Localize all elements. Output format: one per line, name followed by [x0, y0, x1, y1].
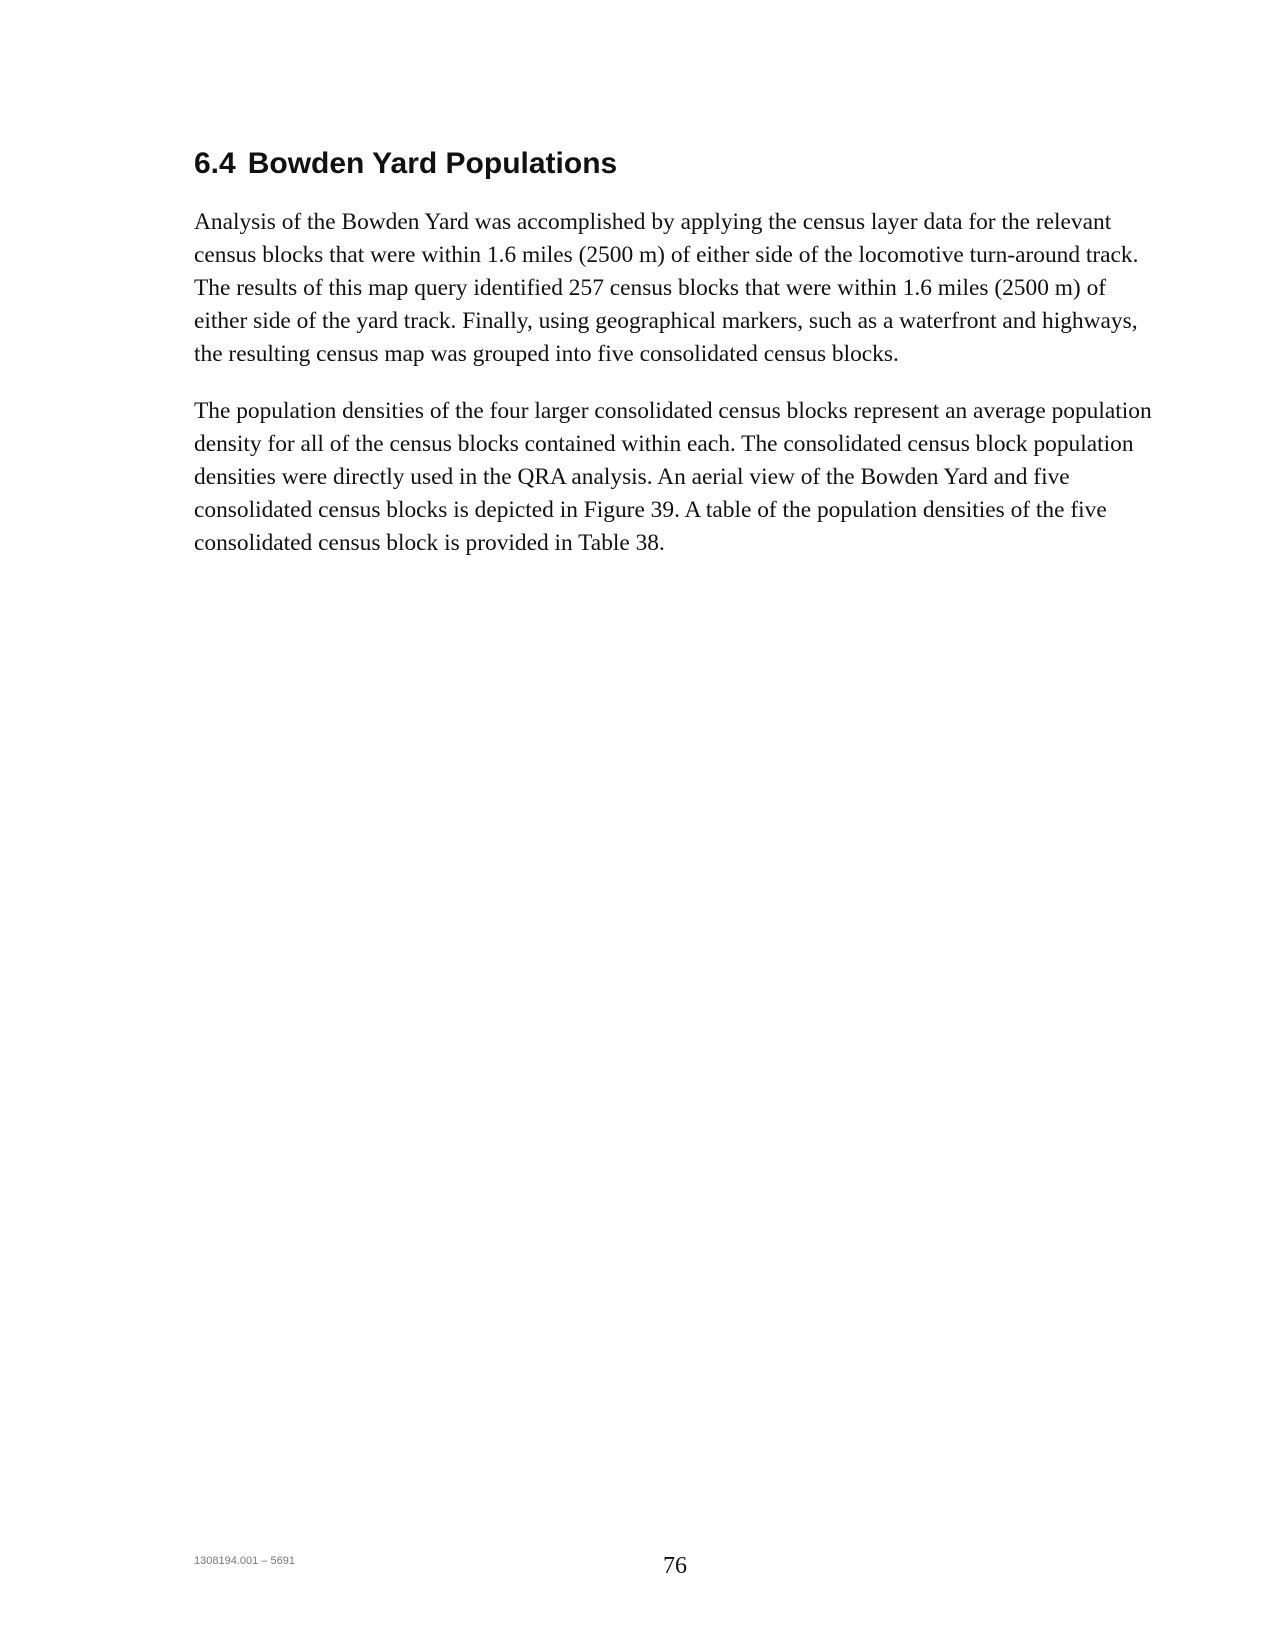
section-heading	[194, 146, 1156, 182]
page-content	[194, 146, 1156, 584]
section-title: Bowden Yard Populations	[247, 147, 618, 180]
footer-document-id: 1308194.001 – 5691	[194, 1555, 295, 1567]
section-number: 6.4	[194, 147, 236, 180]
page-number: 76	[663, 1553, 687, 1579]
body-paragraph-2: The population densities of the four larger consolidated census blocks represent an average population density for all of the census blocks contained within each. The consolidated census block population densities were directly used in the QRA analysis. An aerial view of the Bowden Yard and five consolidated census blocks is depicted in Figure 39. A table of the population densities of the five consolidated census block is provided in Table 38.	[194, 398, 1152, 556]
body-paragraph-1: Analysis of the Bowden Yard was accomplished by applying the census layer data for the relevant census blocks that were within 1.6 miles (2500 m) of either side of the locomotive turn-around track. The results of this map query identified 257 census blocks that were within 1.6 miles (2500 m) of either side of the yard track. Finally, using geographical markers, such as a waterfront and highways, the resulting census map was grouped into five consolidated census blocks.	[194, 209, 1139, 367]
